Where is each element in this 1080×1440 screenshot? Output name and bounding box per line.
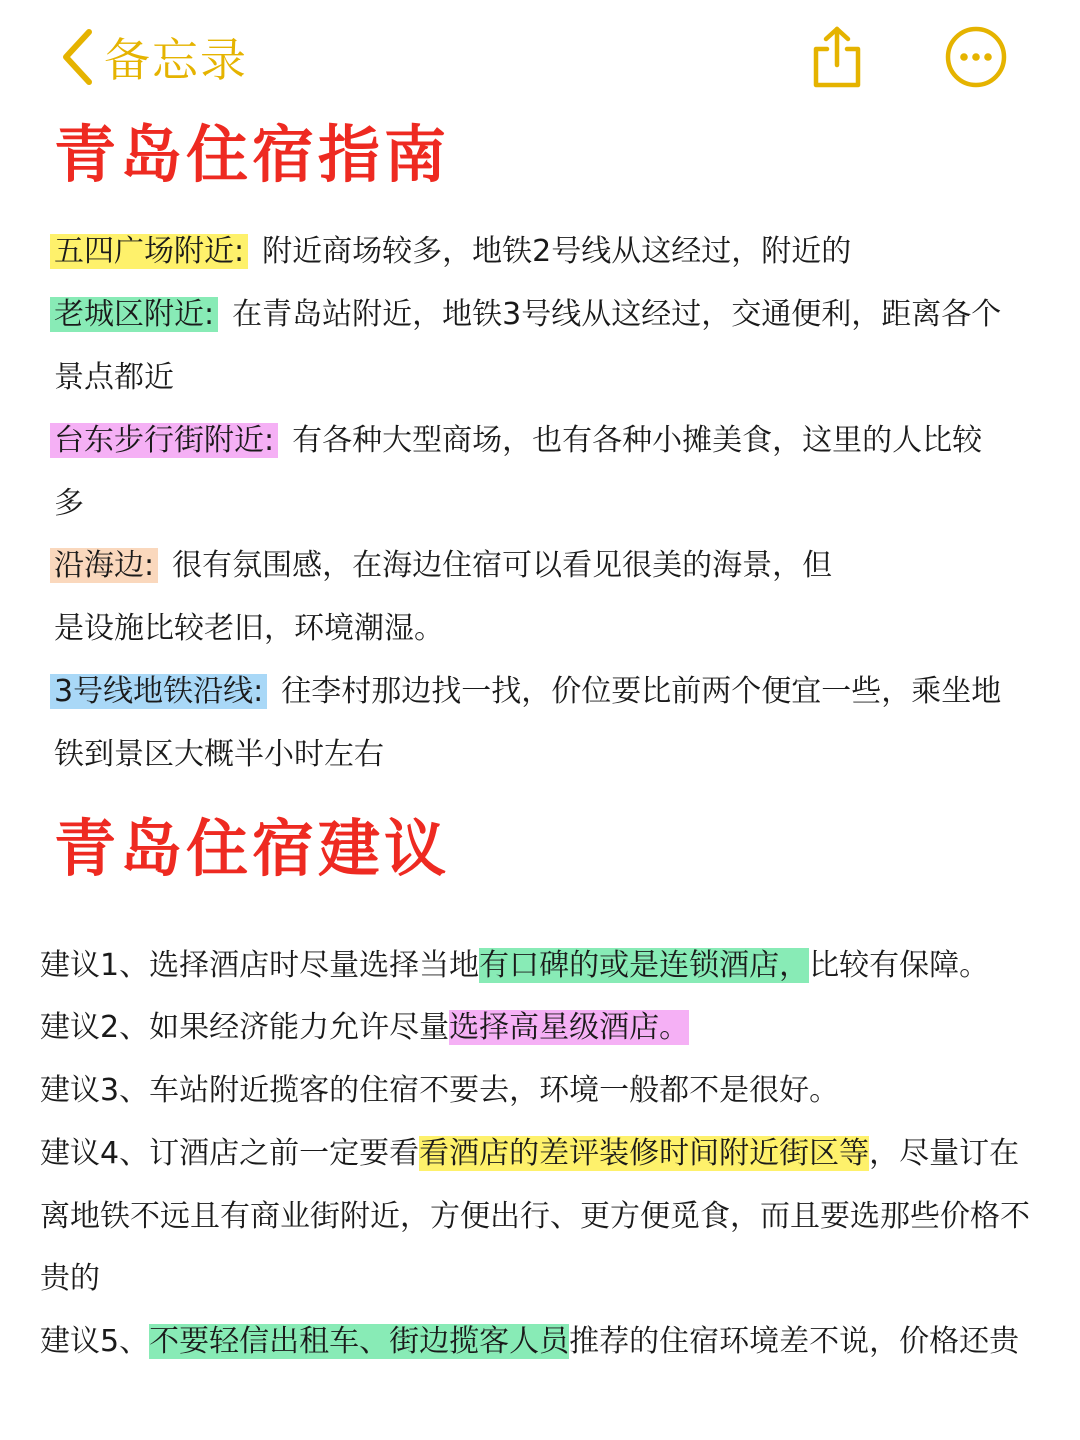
guide-item-text: 往李村那边找一找，价位要比前两个便宜一些，乘坐地 xyxy=(281,674,1002,709)
guide-item-taidong-cont: 多 xyxy=(54,486,84,521)
advice-text: 建议5、 xyxy=(40,1324,150,1359)
navigation-bar xyxy=(0,0,1080,115)
advice-item-5 xyxy=(40,1318,1019,1366)
guide-item-label: 沿海边: xyxy=(50,548,158,583)
chevron-left-icon xyxy=(60,28,94,86)
advice-item-1 xyxy=(40,942,989,990)
guide-item-label: 3号线地铁沿线: xyxy=(50,674,267,709)
share-icon xyxy=(808,25,866,89)
advice-text: 比较有保障。 xyxy=(809,948,990,983)
advice-text: 建议1、选择酒店时尽量选择当地 xyxy=(40,948,480,983)
guide-item-text: 很有氛围感，在海边住宿可以看见很美的海景，但 xyxy=(172,548,833,583)
guide-item-label: 台东步行街附近: xyxy=(50,423,278,458)
advice-item-4 xyxy=(40,1130,1019,1178)
guide-item-text: 附近商场较多，地铁2号线从这经过，附近的 xyxy=(262,234,852,269)
guide-item-old-town xyxy=(50,291,1001,339)
guide-item-old-town-cont: 景点都近 xyxy=(54,360,174,395)
guide-item-taidong xyxy=(50,417,982,465)
guide-item-line3-cont: 铁到景区大概半小时左右 xyxy=(54,737,384,772)
guide-item-text: 在青岛站附近，地铁3号线从这经过，交通便利，距离各个 xyxy=(232,297,1002,332)
advice-highlight: 有口碑的或是连锁酒店， xyxy=(479,948,810,983)
advice-item-2 xyxy=(40,1004,689,1052)
share-button[interactable] xyxy=(808,25,866,89)
guide-item-label: 五四广场附近: xyxy=(50,234,248,269)
guide-item-label: 老城区附近: xyxy=(50,297,218,332)
advice-item-3 xyxy=(40,1067,839,1115)
more-options-icon xyxy=(944,25,1008,89)
advice-text: 建议2、如果经济能力允许尽量 xyxy=(40,1010,450,1045)
guide-title: 青岛住宿指南 xyxy=(54,118,451,191)
guide-item-text: 有各种大型商场，也有各种小摊美食，这里的人比较 xyxy=(292,423,983,458)
advice-item-4-cont1: 离地铁不远且有商业街附近，方便出行、更方便觅食，而且要选那些价格不 xyxy=(40,1199,1030,1234)
advice-text: 建议3、车站附近揽客的住宿不要去，环境一般都不是很好。 xyxy=(40,1073,840,1108)
guide-item-wusi xyxy=(50,228,851,276)
advice-highlight: 不要轻信出租车、街边揽客人员 xyxy=(149,1324,570,1359)
back-button[interactable] xyxy=(60,26,248,88)
advice-item-4-cont2: 贵的 xyxy=(40,1261,100,1296)
guide-item-seaside xyxy=(50,542,832,590)
guide-item-line3 xyxy=(50,668,1001,716)
advice-text: 推荐的住宿环境差不说，价格还贵 xyxy=(569,1324,1020,1359)
advice-text: 建议4、订酒店之前一定要看 xyxy=(40,1136,420,1171)
advice-title: 青岛住宿建议 xyxy=(54,812,451,885)
guide-item-seaside-cont: 是设施比较老旧，环境潮湿。 xyxy=(54,611,444,646)
advice-text: ，尽量订在 xyxy=(869,1136,1020,1171)
advice-highlight: 看酒店的差评装修时间附近街区等 xyxy=(419,1136,870,1171)
more-options-button[interactable] xyxy=(944,25,1008,89)
advice-highlight: 选择高星级酒店。 xyxy=(449,1010,690,1045)
back-label: 备忘录 xyxy=(104,33,248,87)
